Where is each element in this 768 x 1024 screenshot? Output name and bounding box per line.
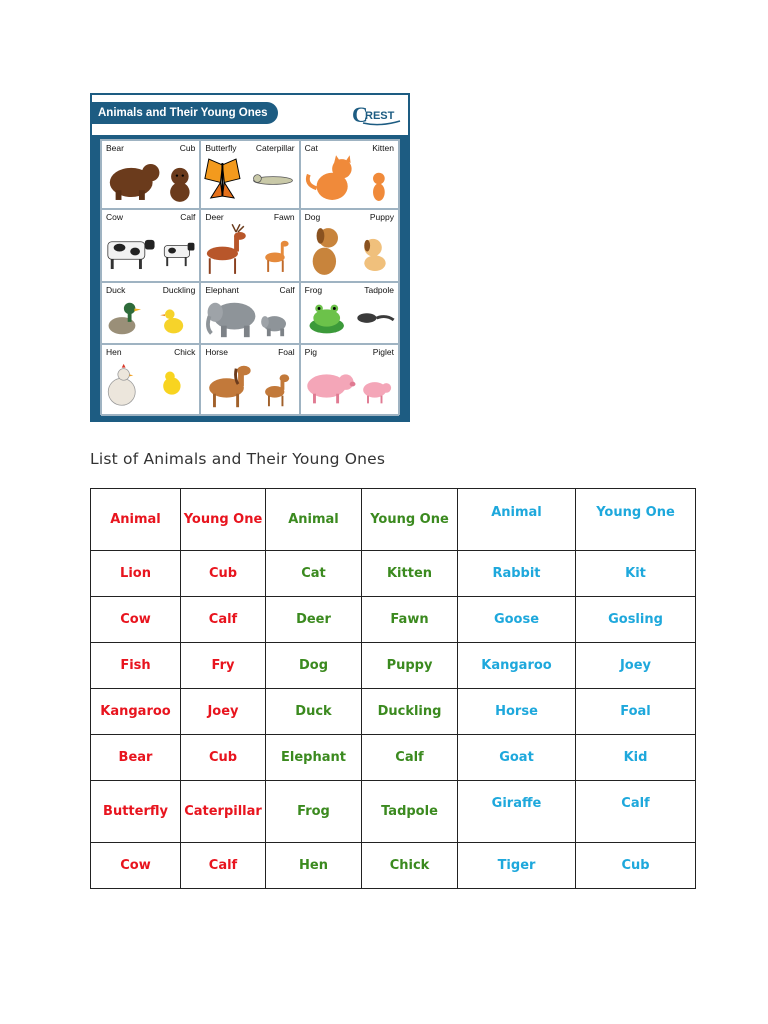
table-cell: Tiger [458,843,576,889]
table-cell: Lion [91,551,181,597]
table-row [91,643,696,689]
table-cell: Deer [266,597,362,643]
cell-parent-label: Horse [205,347,229,357]
cell-young-label: Kitten [372,143,394,153]
header-cell: Young One [576,489,696,551]
hen-and-chick-illustration [102,359,199,413]
cell-parent-label: Duck [106,285,126,295]
animals-young-ones-table [90,488,696,889]
pig-and-piglet-illustration [301,359,398,413]
infographic-grid [100,139,400,415]
table-cell: Goat [458,735,576,781]
cell-parent-label: Butterfly [205,143,237,153]
logo-initial: C [352,102,368,127]
cell-young-label: Caterpillar [255,143,295,153]
table-cell: Calf [362,735,458,781]
logo-text: REST [365,110,395,122]
infographic-cell-hen [101,344,200,416]
cell-young-label: Calf [279,285,295,295]
table-cell: Joey [181,689,266,735]
table-cell: Rabbit [458,551,576,597]
header-cell: Animal [266,489,362,551]
table-cell: Dog [266,643,362,689]
infographic-cell-elephant [200,282,299,344]
table-row [91,597,696,643]
table-cell: Kid [576,735,696,781]
table-cell: Puppy [362,643,458,689]
table-cell: Elephant [266,735,362,781]
table-cell: Duckling [362,689,458,735]
cell-young-label: Foal [278,347,295,357]
horse-and-foal-illustration [201,359,298,413]
cell-young-label: Fawn [273,212,295,222]
infographic-title: Animals and Their Young Ones [92,102,278,124]
butterfly-and-caterpillar-illustration [201,155,298,206]
table-cell: Cat [266,551,362,597]
table-cell: Cow [91,843,181,889]
animals-infographic [90,93,410,422]
table-cell: Kitten [362,551,458,597]
table-cell: Calf [576,781,696,843]
table-cell: Bear [91,735,181,781]
cell-parent-label: Cow [106,212,124,222]
elephant-and-calf-illustration [201,297,298,341]
table-row [91,551,696,597]
table-cell: Kangaroo [91,689,181,735]
table-cell: Foal [576,689,696,735]
bear-and-cub-illustration [102,155,199,206]
infographic-cell-cat [300,140,399,209]
crest-logo-icon [350,101,402,129]
table-cell: Cub [181,551,266,597]
cell-parent-label: Elephant [205,285,239,295]
infographic-cell-cow [101,209,200,282]
table-cell: Calf [181,597,266,643]
infographic-cell-frog [300,282,399,344]
table-cell: Calf [181,843,266,889]
table-cell: Fry [181,643,266,689]
table-cell: Butterfly [91,781,181,843]
table-row [91,843,696,889]
header-cell: Animal [458,489,576,551]
cell-young-label: Duckling [162,285,196,295]
table-cell: Cub [181,735,266,781]
cell-parent-label: Hen [106,347,122,357]
frog-and-tadpole-illustration [301,297,398,341]
table-cell: Kit [576,551,696,597]
page-heading: List of Animals and Their Young Ones [90,450,386,468]
dog-and-puppy-illustration [301,224,398,279]
infographic-header [92,95,408,135]
table-cell: Gosling [576,597,696,643]
table-cell: Kangaroo [458,643,576,689]
cell-young-label: Puppy [369,212,394,222]
cell-parent-label: Pig [304,347,317,357]
header-cell: Animal [91,489,181,551]
table-cell: Caterpillar [181,781,266,843]
table-cell: Duck [266,689,362,735]
table-cell: Hen [266,843,362,889]
table-cell: Horse [458,689,576,735]
cell-parent-label: Bear [106,143,124,153]
table-header-row [91,489,696,551]
header-cell: Young One [181,489,266,551]
deer-and-fawn-illustration [201,224,298,279]
cell-young-label: Cub [179,143,196,153]
table-cell: Giraffe [458,781,576,843]
duck-and-duckling-illustration [102,297,199,341]
cell-parent-label: Frog [304,285,323,295]
infographic-cell-bear [101,140,200,209]
header-cell: Young One [362,489,458,551]
infographic-cell-duck [101,282,200,344]
cell-young-label: Chick [174,347,196,357]
table-cell: Cub [576,843,696,889]
infographic-cell-butterfly [200,140,299,209]
cell-parent-label: Cat [304,143,318,153]
infographic-cell-pig [300,344,399,416]
infographic-cell-horse [200,344,299,416]
table-cell: Joey [576,643,696,689]
infographic-cell-deer [200,209,299,282]
table-row [91,689,696,735]
table-cell: Cow [91,597,181,643]
table-cell: Tadpole [362,781,458,843]
table-cell: Fawn [362,597,458,643]
table-row [91,735,696,781]
cell-parent-label: Deer [205,212,224,222]
cell-young-label: Calf [180,212,196,222]
cell-young-label: Tadpole [364,285,394,295]
table-cell: Fish [91,643,181,689]
table-cell: Frog [266,781,362,843]
table-row [91,781,696,843]
table-cell: Goose [458,597,576,643]
infographic-cell-dog [300,209,399,282]
cow-and-calf-illustration [102,224,199,279]
cell-parent-label: Dog [304,212,321,222]
cell-young-label: Piglet [372,347,394,357]
cat-and-kitten-illustration [301,155,398,206]
table-cell: Chick [362,843,458,889]
